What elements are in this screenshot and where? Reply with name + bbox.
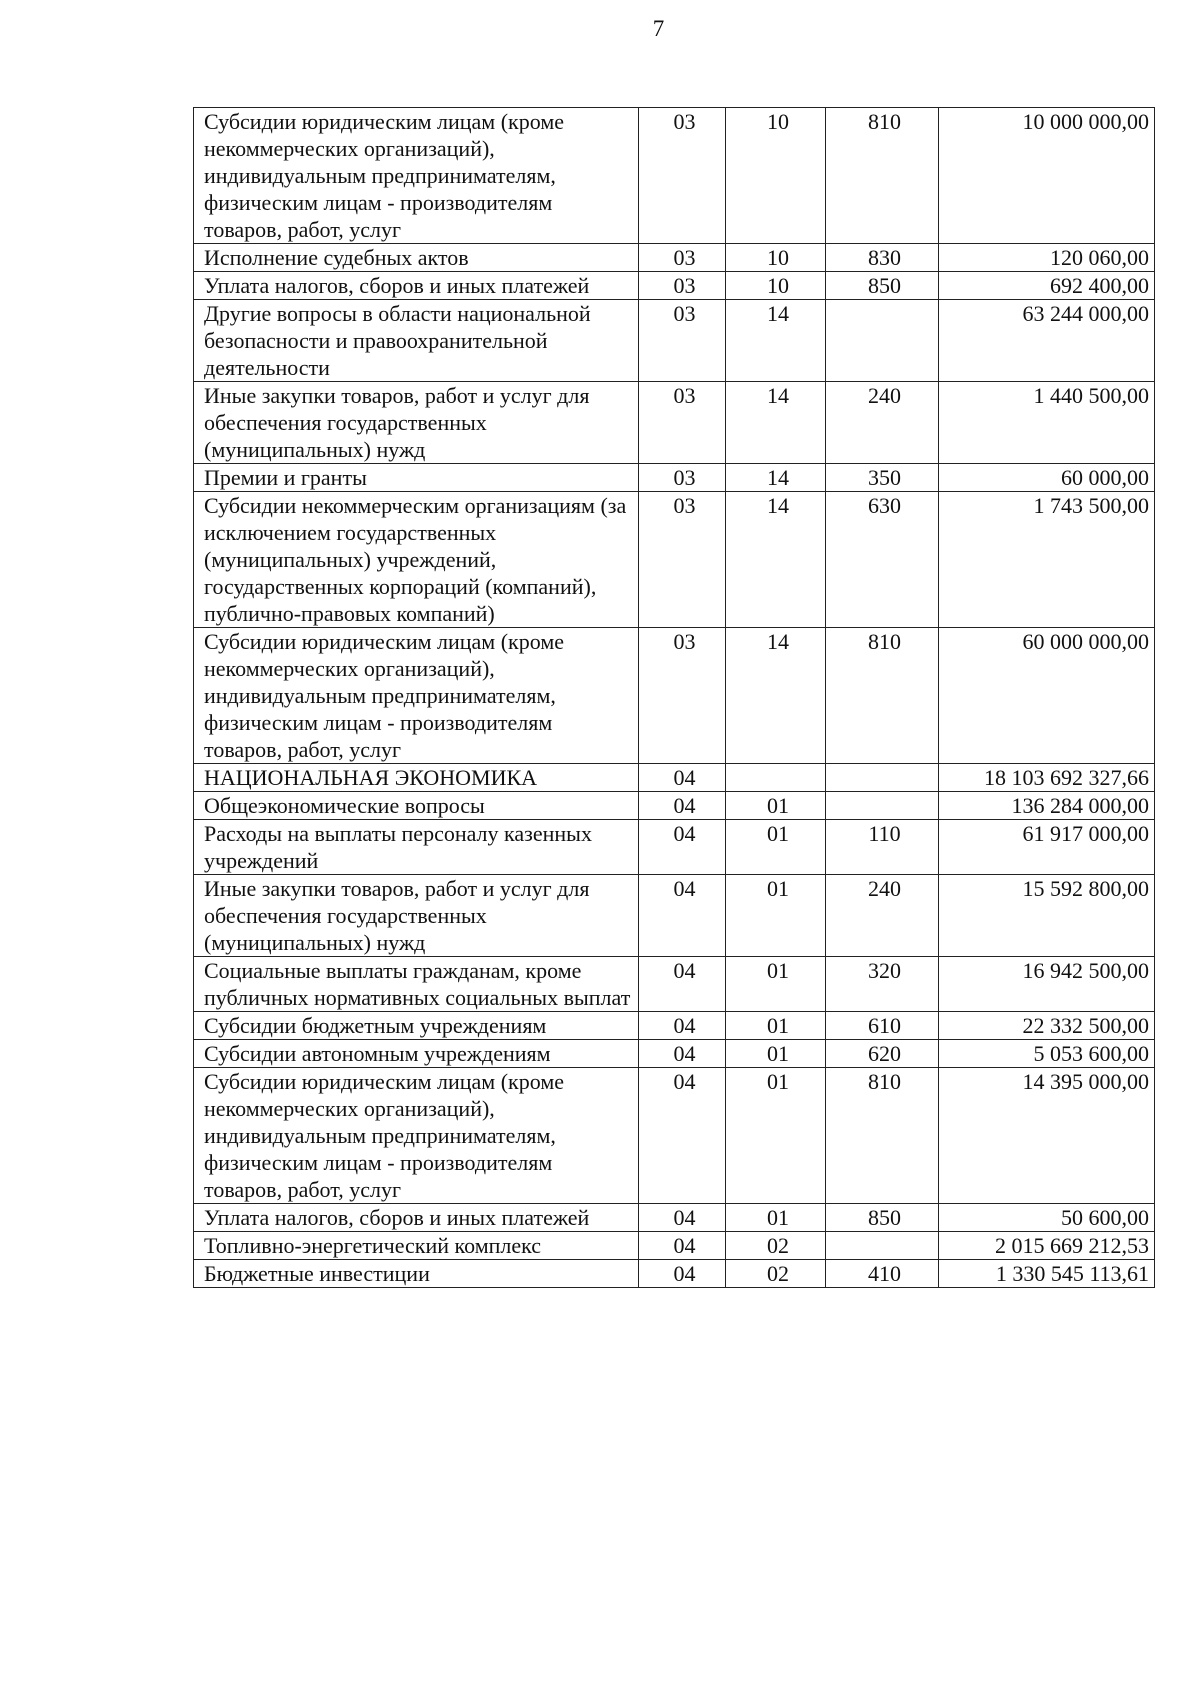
expense-name-cell: Другие вопросы в области национальной безопасности и правоохранительной деятельности — [194, 300, 639, 382]
budget-table — [193, 107, 1155, 1288]
section-code-cell: 03 — [639, 272, 726, 300]
amount-cell: 22 332 500,00 — [939, 1012, 1155, 1040]
section-code-cell: 04 — [639, 764, 726, 792]
expense-type-code-cell: 810 — [826, 108, 939, 244]
subsection-code-cell: 14 — [726, 492, 826, 628]
expense-name-cell: Субсидии юридическим лицам (кроме некоммерческих организаций), индивидуальным предпринимателям, физическим лицам - производителям товаров, работ, услуг — [194, 628, 639, 764]
subsection-code-cell: 10 — [726, 108, 826, 244]
table-row — [194, 272, 1155, 300]
expense-type-code-cell: 240 — [826, 875, 939, 957]
expense-name-cell: Субсидии юридическим лицам (кроме некоммерческих организаций), индивидуальным предпринимателям, физическим лицам - производителям товаров, работ, услуг — [194, 108, 639, 244]
amount-cell: 18 103 692 327,66 — [939, 764, 1155, 792]
subsection-code-cell: 01 — [726, 792, 826, 820]
subsection-code-cell: 01 — [726, 1068, 826, 1204]
section-code-cell: 03 — [639, 108, 726, 244]
amount-cell: 50 600,00 — [939, 1204, 1155, 1232]
expense-type-code-cell — [826, 300, 939, 382]
expense-type-code-cell: 410 — [826, 1260, 939, 1288]
amount-cell: 14 395 000,00 — [939, 1068, 1155, 1204]
expense-name-cell: Субсидии некоммерческим организациям (за исключением государственных (муниципальных) учреждений, государственных корпораций (компаний), публично-правовых компаний) — [194, 492, 639, 628]
section-code-cell: 04 — [639, 1232, 726, 1260]
section-code-cell: 04 — [639, 875, 726, 957]
budget-table-body — [194, 108, 1155, 1288]
table-row — [194, 1232, 1155, 1260]
subsection-code-cell: 14 — [726, 464, 826, 492]
amount-cell: 1 440 500,00 — [939, 382, 1155, 464]
subsection-code-cell: 01 — [726, 1040, 826, 1068]
table-row — [194, 628, 1155, 764]
amount-cell: 120 060,00 — [939, 244, 1155, 272]
amount-cell: 15 592 800,00 — [939, 875, 1155, 957]
section-code-cell: 04 — [639, 792, 726, 820]
subsection-code-cell: 01 — [726, 1204, 826, 1232]
section-code-cell: 04 — [639, 1260, 726, 1288]
expense-name-cell: Социальные выплаты гражданам, кроме публичных нормативных социальных выплат — [194, 957, 639, 1012]
table-row — [194, 1260, 1155, 1288]
amount-cell: 1 330 545 113,61 — [939, 1260, 1155, 1288]
expense-name-cell: НАЦИОНАЛЬНАЯ ЭКОНОМИКА — [194, 764, 639, 792]
section-code-cell: 04 — [639, 957, 726, 1012]
expense-type-code-cell: 630 — [826, 492, 939, 628]
section-code-cell: 03 — [639, 382, 726, 464]
expense-name-cell: Уплата налогов, сборов и иных платежей — [194, 1204, 639, 1232]
expense-name-cell: Субсидии автономным учреждениям — [194, 1040, 639, 1068]
table-row — [194, 820, 1155, 875]
expense-name-cell: Уплата налогов, сборов и иных платежей — [194, 272, 639, 300]
subsection-code-cell: 01 — [726, 957, 826, 1012]
subsection-code-cell: 14 — [726, 628, 826, 764]
expense-name-cell: Субсидии бюджетным учреждениям — [194, 1012, 639, 1040]
table-row — [194, 957, 1155, 1012]
expense-name-cell: Топливно-энергетический комплекс — [194, 1232, 639, 1260]
table-row — [194, 792, 1155, 820]
expense-name-cell: Иные закупки товаров, работ и услуг для обеспечения государственных (муниципальных) нужд — [194, 875, 639, 957]
table-row — [194, 875, 1155, 957]
expense-type-code-cell: 620 — [826, 1040, 939, 1068]
subsection-code-cell: 01 — [726, 820, 826, 875]
amount-cell: 2 015 669 212,53 — [939, 1232, 1155, 1260]
section-code-cell: 03 — [639, 464, 726, 492]
expense-type-code-cell: 850 — [826, 272, 939, 300]
section-code-cell: 04 — [639, 1204, 726, 1232]
section-code-cell: 03 — [639, 628, 726, 764]
expense-type-code-cell: 810 — [826, 1068, 939, 1204]
subsection-code-cell: 10 — [726, 244, 826, 272]
expense-name-cell: Общеэкономические вопросы — [194, 792, 639, 820]
subsection-code-cell: 01 — [726, 875, 826, 957]
subsection-code-cell: 02 — [726, 1260, 826, 1288]
table-row — [194, 300, 1155, 382]
amount-cell: 60 000 000,00 — [939, 628, 1155, 764]
section-code-cell: 04 — [639, 820, 726, 875]
expense-name-cell: Субсидии юридическим лицам (кроме некоммерческих организаций), индивидуальным предпринимателям, физическим лицам - производителям товаров, работ, услуг — [194, 1068, 639, 1204]
subsection-code-cell: 10 — [726, 272, 826, 300]
expense-name-cell: Премии и гранты — [194, 464, 639, 492]
amount-cell: 16 942 500,00 — [939, 957, 1155, 1012]
section-code-cell: 03 — [639, 300, 726, 382]
table-row — [194, 1204, 1155, 1232]
section-code-cell: 04 — [639, 1040, 726, 1068]
amount-cell: 692 400,00 — [939, 272, 1155, 300]
section-code-cell: 04 — [639, 1012, 726, 1040]
expense-type-code-cell: 850 — [826, 1204, 939, 1232]
expense-name-cell: Бюджетные инвестиции — [194, 1260, 639, 1288]
table-row — [194, 108, 1155, 244]
table-row — [194, 464, 1155, 492]
expense-type-code-cell: 610 — [826, 1012, 939, 1040]
expense-name-cell: Расходы на выплаты персоналу казенных учреждений — [194, 820, 639, 875]
section-code-cell: 03 — [639, 492, 726, 628]
table-row — [194, 764, 1155, 792]
table-row — [194, 1068, 1155, 1204]
subsection-code-cell: 14 — [726, 300, 826, 382]
subsection-code-cell: 02 — [726, 1232, 826, 1260]
expense-name-cell: Иные закупки товаров, работ и услуг для обеспечения государственных (муниципальных) нужд — [194, 382, 639, 464]
table-row — [194, 382, 1155, 464]
expense-name-cell: Исполнение судебных актов — [194, 244, 639, 272]
expense-type-code-cell: 350 — [826, 464, 939, 492]
expense-type-code-cell — [826, 1232, 939, 1260]
expense-type-code-cell — [826, 764, 939, 792]
amount-cell: 1 743 500,00 — [939, 492, 1155, 628]
amount-cell: 5 053 600,00 — [939, 1040, 1155, 1068]
table-row — [194, 492, 1155, 628]
table-row — [194, 1012, 1155, 1040]
subsection-code-cell — [726, 764, 826, 792]
expense-type-code-cell: 110 — [826, 820, 939, 875]
expense-type-code-cell: 810 — [826, 628, 939, 764]
subsection-code-cell: 01 — [726, 1012, 826, 1040]
expense-type-code-cell: 240 — [826, 382, 939, 464]
page-number: 7 — [652, 16, 665, 41]
section-code-cell: 03 — [639, 244, 726, 272]
amount-cell: 136 284 000,00 — [939, 792, 1155, 820]
table-row — [194, 244, 1155, 272]
section-code-cell: 04 — [639, 1068, 726, 1204]
amount-cell: 63 244 000,00 — [939, 300, 1155, 382]
amount-cell: 61 917 000,00 — [939, 820, 1155, 875]
expense-type-code-cell — [826, 792, 939, 820]
subsection-code-cell: 14 — [726, 382, 826, 464]
expense-type-code-cell: 830 — [826, 244, 939, 272]
expense-type-code-cell: 320 — [826, 957, 939, 1012]
amount-cell: 10 000 000,00 — [939, 108, 1155, 244]
table-row — [194, 1040, 1155, 1068]
amount-cell: 60 000,00 — [939, 464, 1155, 492]
